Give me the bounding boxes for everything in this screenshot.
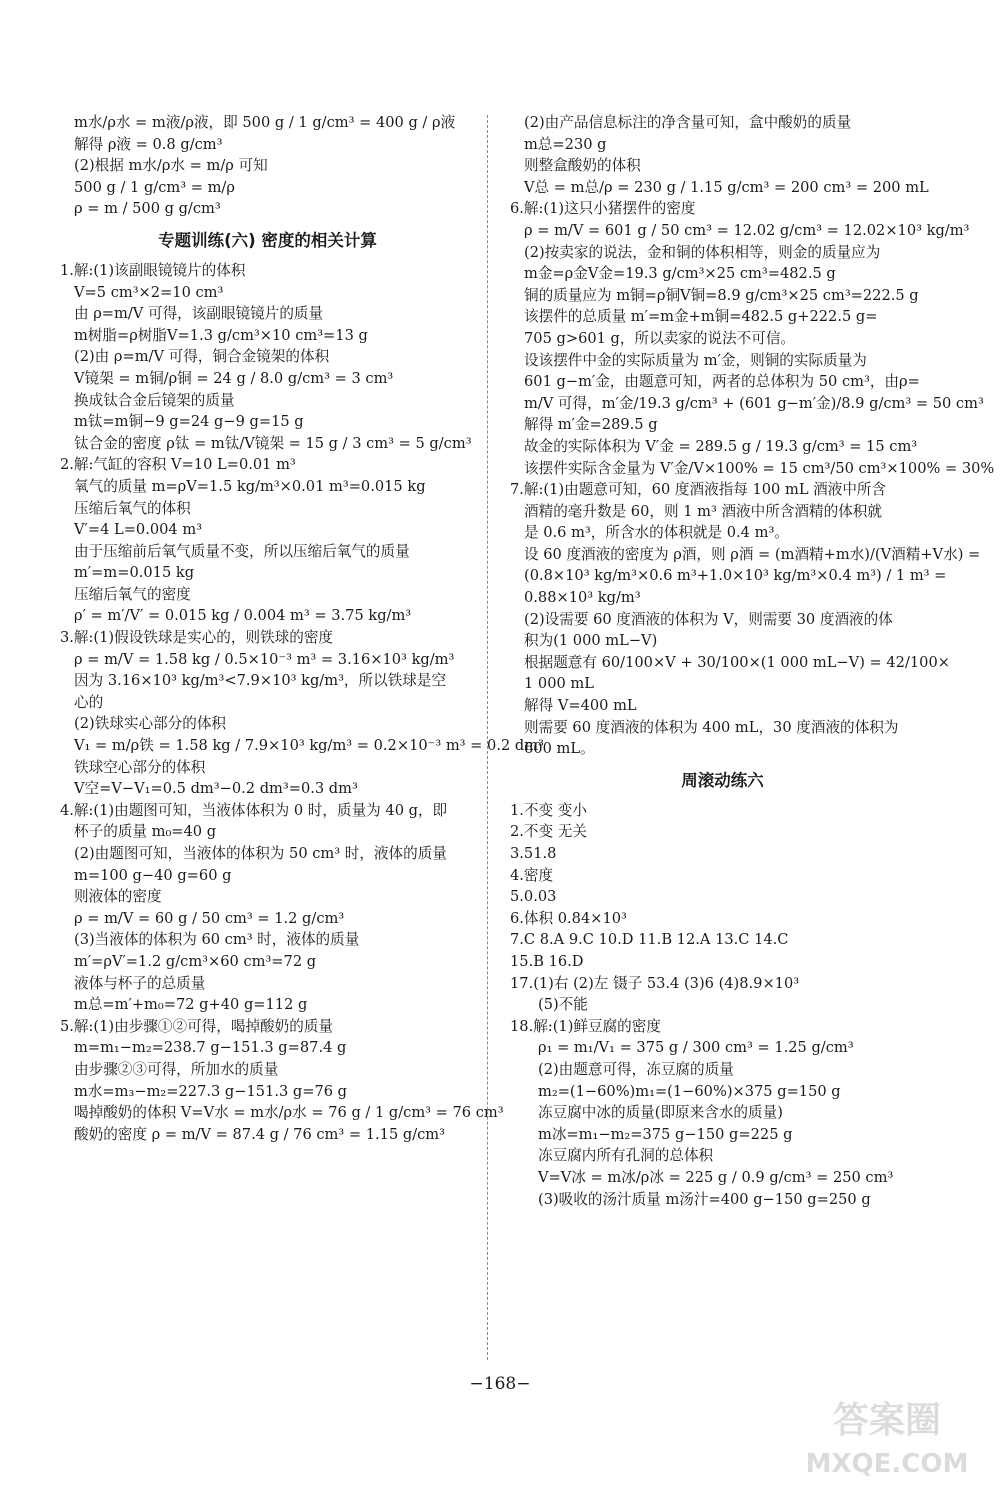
text-line: m=100 g−40 g=60 g: [74, 866, 232, 884]
text-line: (0.8×10³ kg/m³×0.6 m³+1.0×10³ kg/m³×0.4 m³) / 1 m³ =: [524, 567, 947, 585]
text-line: 500 g / 1 g/cm³ = m/ρ: [74, 178, 235, 196]
text-line: 换成钛合金后镜架的质量: [74, 391, 235, 409]
text-line: 杯子的质量 m₀=40 g: [74, 823, 217, 841]
text-line: 该摆件的总质量 m′=m金+m铜=482.5 g+222.5 g=: [524, 308, 878, 326]
text-line: 2.解:气缸的容积 V=10 L=0.01 m³: [60, 456, 296, 474]
text-line: 氧气的质量 m=ρV=1.5 kg/m³×0.01 m³=0.015 kg: [74, 477, 426, 495]
text-line: m水=m₃−m₂=227.3 g−151.3 g=76 g: [74, 1082, 348, 1100]
text-line: 由 ρ=m/V 可得，该副眼镜镜片的质量: [74, 305, 324, 323]
text-line: 铜的质量应为 m铜=ρ铜V铜=8.9 g/cm³×25 cm³=222.5 g: [524, 286, 919, 304]
text-line: V₁ = m/ρ铁 = 1.58 kg / 7.9×10³ kg/m³ = 0.2×10⁻³ m³ = 0.2 dm³: [74, 737, 544, 755]
text-line: 冻豆腐内所有孔洞的总体积: [538, 1147, 714, 1165]
text-line: 5.0.03: [510, 888, 557, 906]
text-line: 设 60 度酒液的密度为 ρ酒，则 ρ酒 = (m酒精+m水)/(V酒精+V水) =: [524, 545, 981, 563]
text-line: ρ = m/V = 60 g / 50 cm³ = 1.2 g/cm³: [74, 909, 345, 927]
text-line: m₂=(1−60%)m₁=(1−60%)×375 g=150 g: [538, 1082, 841, 1100]
text-line: 该摆件实际含金量为 V′金/V×100% = 15 cm³/50 cm³×100% = 30%: [524, 459, 995, 477]
text-line: 4.解:(1)由题图可知，当液体体积为 0 时，质量为 40 g，即: [60, 801, 448, 819]
text-line: 故金的实际体积为 V′金 = 289.5 g / 19.3 g/cm³ = 15 cm³: [524, 437, 918, 455]
text-line: 5.解:(1)由步骤①②可得，喝掉酸奶的质量: [60, 1017, 334, 1035]
text-line: 液体与杯子的总质量: [74, 974, 206, 992]
column-divider: [487, 115, 488, 1360]
text-line: 705 g>601 g，所以卖家的说法不可信。: [524, 329, 796, 347]
section-heading: 专题训练(六) 密度的相关计算: [158, 230, 377, 250]
text-line: 7.C 8.A 9.C 10.D 11.B 12.A 13.C 14.C: [510, 931, 789, 949]
text-line: ρ₁ = m₁/V₁ = 375 g / 300 cm³ = 1.25 g/cm³: [538, 1039, 854, 1057]
text-line: m水/ρ水 = m液/ρ液，即 500 g / 1 g/cm³ = 400 g / ρ液: [74, 114, 456, 131]
text-line: (2)根据 m水/ρ水 = m/ρ 可知: [74, 157, 268, 175]
text-line: 解得 V=400 mL: [524, 697, 637, 715]
text-line: V镜架 = m铜/ρ铜 = 24 g / 8.0 g/cm³ = 3 cm³: [74, 369, 394, 387]
text-line: (2)由 ρ=m/V 可得，铜合金镜架的体积: [74, 348, 330, 366]
text-line: 压缩后氧气的密度: [74, 585, 191, 603]
text-line: 6.解:(1)这只小猪摆件的密度: [510, 200, 696, 218]
text-line: 2.不变 无关: [510, 823, 587, 841]
text-line: 是 0.6 m³，所含水的体积就是 0.4 m³。: [524, 524, 789, 542]
text-line: V=V冰 = m冰/ρ冰 = 225 g / 0.9 g/cm³ = 250 cm³: [538, 1168, 894, 1186]
text-line: m树脂=ρ树脂V=1.3 g/cm³×10 cm³=13 g: [74, 326, 368, 344]
text-line: V总 = m总/ρ = 230 g / 1.15 g/cm³ = 200 cm³ = 200 mL: [524, 178, 929, 196]
text-line: 600 mL。: [524, 740, 595, 758]
text-line: 7.解:(1)由题意可知，60 度酒液指每 100 mL 酒液中所含: [510, 481, 887, 499]
text-line: (2)铁球实心部分的体积: [74, 715, 227, 733]
text-line: 601 g−m′金，由题意可知，两者的总体积为 50 cm³，由ρ=: [524, 373, 920, 391]
text-line: 3.解:(1)假设铁球是实心的，则铁球的密度: [60, 629, 334, 647]
text-line: 压缩后氧气的体积: [74, 499, 191, 517]
watermark-top-text: 答案圈: [832, 1400, 942, 1441]
text-line: 则整盒酸奶的体积: [524, 157, 641, 175]
text-line: m′=ρV′=1.2 g/cm³×60 cm³=72 g: [74, 952, 317, 970]
text-line: m钛=m铜−9 g=24 g−9 g=15 g: [74, 413, 304, 431]
text-line: (5)不能: [538, 996, 588, 1014]
text-line: 6.体积 0.84×10³: [510, 909, 627, 927]
text-line: 1.不变 变小: [510, 801, 587, 819]
text-line: 则液体的密度: [74, 888, 162, 906]
text-line: 由步骤②③可得，所加水的质量: [74, 1060, 279, 1078]
text-line: (2)由题意可得，冻豆腐的质量: [538, 1060, 734, 1078]
text-line: (3)当液体的体积为 60 cm³ 时，液体的质量: [74, 931, 360, 949]
text-line: V空=V−V₁=0.5 dm³−0.2 dm³=0.3 dm³: [74, 780, 358, 798]
text-line: 积为(1 000 mL−V): [524, 632, 658, 650]
text-line: m金=ρ金V金=19.3 g/cm³×25 cm³=482.5 g: [524, 265, 836, 283]
text-line: 铁球空心部分的体积: [74, 758, 206, 776]
text-line: m总=m′+m₀=72 g+40 g=112 g: [74, 996, 308, 1014]
text-line: V′=4 L=0.004 m³: [74, 521, 203, 539]
text-line: 由于压缩前后氧气质量不变，所以压缩后氧气的质量: [74, 542, 410, 560]
text-line: 喝掉酸奶的体积 V=V水 = m水/ρ水 = 76 g / 1 g/cm³ = 76 cm³: [74, 1104, 504, 1122]
text-line: ρ′ = m′/V′ = 0.015 kg / 0.004 m³ = 3.75 kg/m³: [74, 607, 412, 625]
section-heading: 周滚动练六: [681, 770, 764, 790]
text-line: m′=m=0.015 kg: [74, 564, 195, 582]
text-line: 3.51.8: [510, 845, 557, 862]
text-line: (3)吸收的汤汁质量 m汤汁=400 g−150 g=250 g: [538, 1190, 871, 1208]
right-column: [510, 112, 995, 1210]
text-line: 1.解:(1)该副眼镜镜片的体积: [60, 261, 246, 279]
text-line: 解得 m′金=289.5 g: [524, 416, 658, 434]
text-line: 1 000 mL: [524, 675, 594, 693]
text-line: 根据题意有 60/100×V + 30/100×(1 000 mL−V) = 42/100×: [524, 653, 950, 671]
text-line: (2)按卖家的说法，金和铜的体积相等，则金的质量应为: [524, 243, 881, 261]
text-line: m总=230 g: [524, 135, 607, 153]
text-line: 17.(1)右 (2)左 镊子 53.4 (3)6 (4)8.9×10³: [510, 974, 800, 992]
text-line: 则需要 60 度酒液的体积为 400 mL，30 度酒液的体积为: [524, 718, 899, 736]
text-line: 心的: [74, 693, 104, 711]
text-line: 因为 3.16×10³ kg/m³<7.9×10³ kg/m³，所以铁球是空: [74, 672, 447, 690]
text-line: ρ = m / 500 g g/cm³: [74, 200, 221, 218]
text-line: 解得 ρ液 = 0.8 g/cm³: [74, 135, 223, 153]
text-line: 18.解:(1)鲜豆腐的密度: [510, 1017, 661, 1035]
text-line: m/V 可得，m′金/19.3 g/cm³ + (601 g−m′金)/8.9 g/cm³ = 50 cm³: [524, 394, 984, 412]
text-line: 0.88×10³ kg/m³: [524, 589, 641, 607]
watermark-logo: [792, 1390, 982, 1485]
text-line: 4.密度: [510, 866, 554, 884]
text-line: 酸奶的密度 ρ = m/V = 87.4 g / 76 cm³ = 1.15 g/cm³: [74, 1125, 445, 1143]
text-line: m=m₁−m₂=238.7 g−151.3 g=87.4 g: [74, 1039, 347, 1057]
page-number: −168−: [469, 1374, 531, 1394]
text-line: 15.B 16.D: [510, 952, 584, 970]
watermark-bottom-text: MXQE.COM: [805, 1449, 969, 1479]
text-line: 钛合金的密度 ρ钛 = m钛/V镜架 = 15 g / 3 cm³ = 5 g/cm³: [74, 434, 472, 452]
text-line: ρ = m/V = 1.58 kg / 0.5×10⁻³ m³ = 3.16×10³ kg/m³: [74, 650, 455, 668]
text-line: 设该摆件中金的实际质量为 m′金，则铜的实际质量为: [524, 351, 867, 369]
text-line: (2)设需要 60 度酒液的体积为 V，则需要 30 度酒液的体: [524, 610, 893, 628]
text-line: m冰=m₁−m₂=375 g−150 g=225 g: [538, 1125, 793, 1143]
text-line: 冻豆腐中冰的质量(即原来含水的质量): [538, 1104, 783, 1122]
text-line: ρ = m/V = 601 g / 50 cm³ = 12.02 g/cm³ = 12.02×10³ kg/m³: [524, 221, 970, 239]
text-line: 酒精的毫升数是 60，则 1 m³ 酒液中所含酒精的体积就: [524, 502, 882, 520]
text-line: (2)由题图可知，当液体的体积为 50 cm³ 时，液体的质量: [74, 845, 447, 862]
text-line: (2)由产品信息标注的净含量可知，盒中酸奶的质量: [524, 114, 852, 131]
text-line: V=5 cm³×2=10 cm³: [74, 283, 224, 301]
